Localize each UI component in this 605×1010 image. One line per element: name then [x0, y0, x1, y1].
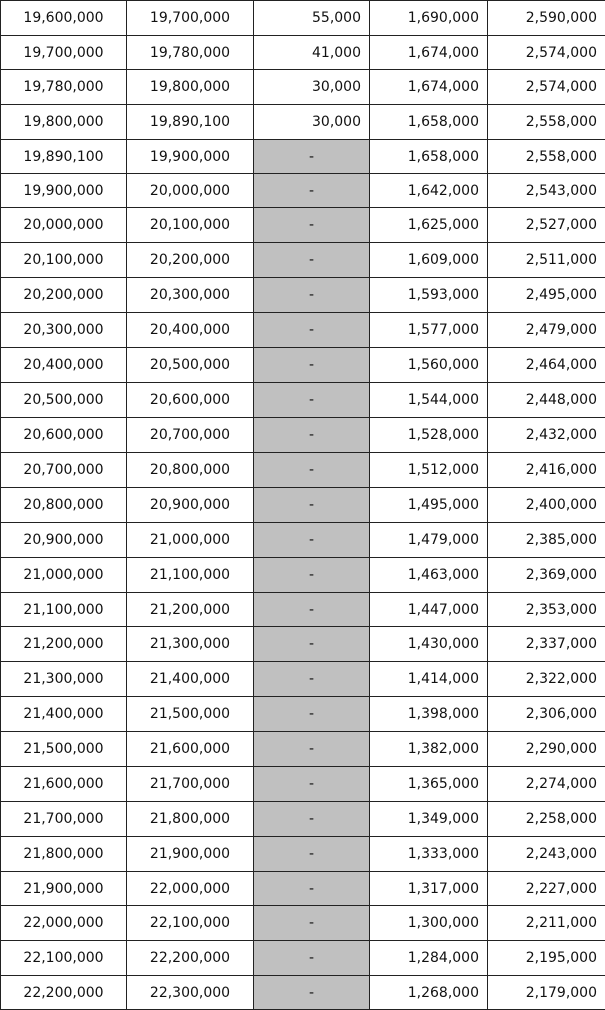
table-row [1, 36, 605, 70]
cell-range-to: 19,800,000 [127, 70, 254, 105]
cell-amount-col4: 1,512,000 [370, 453, 488, 488]
cell-range-from: 22,200,000 [1, 976, 127, 1010]
cell-amount-col5: 2,179,000 [488, 976, 605, 1010]
table-row [1, 313, 605, 348]
cell-amount-col4: 1,658,000 [370, 105, 488, 140]
cell-amount-col5: 2,385,000 [488, 523, 605, 558]
cell-range-to: 21,300,000 [127, 627, 254, 662]
table-row [1, 767, 605, 802]
cell-range-from: 21,100,000 [1, 593, 127, 627]
cell-range-from: 20,000,000 [1, 208, 127, 243]
table-row [1, 243, 605, 278]
table-row [1, 70, 605, 105]
cell-amount-col3: - [254, 453, 370, 488]
cell-amount-col3: - [254, 174, 370, 208]
cell-amount-col5: 2,479,000 [488, 313, 605, 348]
cell-range-to: 20,400,000 [127, 313, 254, 348]
cell-amount-col3: 55,000 [254, 1, 370, 36]
cell-range-from: 21,000,000 [1, 558, 127, 593]
cell-range-to: 19,780,000 [127, 36, 254, 70]
cell-amount-col4: 1,560,000 [370, 348, 488, 383]
cell-amount-col3: - [254, 383, 370, 418]
cell-range-from: 19,890,100 [1, 140, 127, 174]
cell-amount-col4: 1,658,000 [370, 140, 488, 174]
cell-amount-col3: - [254, 976, 370, 1010]
cell-amount-col3: - [254, 418, 370, 453]
cell-range-to: 20,800,000 [127, 453, 254, 488]
cell-amount-col3: - [254, 140, 370, 174]
cell-range-from: 20,200,000 [1, 278, 127, 313]
cell-range-from: 22,000,000 [1, 906, 127, 941]
cell-amount-col5: 2,574,000 [488, 70, 605, 105]
table-row [1, 418, 605, 453]
cell-amount-col3: - [254, 593, 370, 627]
table-row [1, 558, 605, 593]
cell-amount-col5: 2,464,000 [488, 348, 605, 383]
cell-range-to: 19,700,000 [127, 1, 254, 36]
cell-amount-col3: - [254, 767, 370, 802]
cell-amount-col5: 2,195,000 [488, 941, 605, 976]
cell-range-to: 20,300,000 [127, 278, 254, 313]
cell-amount-col5: 2,574,000 [488, 36, 605, 70]
cell-amount-col3: - [254, 313, 370, 348]
table-body [1, 1, 605, 1010]
cell-amount-col3: - [254, 732, 370, 767]
cell-range-from: 19,700,000 [1, 36, 127, 70]
cell-amount-col5: 2,306,000 [488, 697, 605, 732]
cell-amount-col5: 2,558,000 [488, 105, 605, 140]
cell-range-from: 20,100,000 [1, 243, 127, 278]
cell-range-from: 21,700,000 [1, 802, 127, 837]
cell-amount-col4: 1,609,000 [370, 243, 488, 278]
table-row [1, 140, 605, 174]
cell-amount-col4: 1,674,000 [370, 36, 488, 70]
cell-amount-col4: 1,300,000 [370, 906, 488, 941]
cell-amount-col3: - [254, 802, 370, 837]
cell-range-from: 20,900,000 [1, 523, 127, 558]
cell-amount-col5: 2,432,000 [488, 418, 605, 453]
cell-range-from: 20,400,000 [1, 348, 127, 383]
cell-range-from: 19,780,000 [1, 70, 127, 105]
cell-amount-col5: 2,527,000 [488, 208, 605, 243]
cell-amount-col3: - [254, 558, 370, 593]
table-row [1, 627, 605, 662]
cell-amount-col5: 2,590,000 [488, 1, 605, 36]
cell-range-to: 21,500,000 [127, 697, 254, 732]
cell-range-to: 21,600,000 [127, 732, 254, 767]
cell-amount-col4: 1,382,000 [370, 732, 488, 767]
cell-range-from: 20,700,000 [1, 453, 127, 488]
table-row [1, 278, 605, 313]
cell-range-from: 21,900,000 [1, 872, 127, 906]
table-row [1, 453, 605, 488]
cell-amount-col4: 1,593,000 [370, 278, 488, 313]
cell-amount-col5: 2,448,000 [488, 383, 605, 418]
cell-range-to: 21,400,000 [127, 662, 254, 697]
cell-amount-col4: 1,398,000 [370, 697, 488, 732]
table-row [1, 802, 605, 837]
cell-amount-col5: 2,290,000 [488, 732, 605, 767]
cell-amount-col5: 2,369,000 [488, 558, 605, 593]
cell-amount-col3: - [254, 662, 370, 697]
cell-amount-col4: 1,544,000 [370, 383, 488, 418]
cell-range-to: 20,900,000 [127, 488, 254, 523]
table-row [1, 174, 605, 208]
cell-amount-col5: 2,543,000 [488, 174, 605, 208]
cell-range-to: 22,100,000 [127, 906, 254, 941]
cell-amount-col3: - [254, 488, 370, 523]
cell-amount-col4: 1,365,000 [370, 767, 488, 802]
cell-range-to: 20,700,000 [127, 418, 254, 453]
cell-range-to: 21,700,000 [127, 767, 254, 802]
table-row [1, 105, 605, 140]
cell-range-from: 20,600,000 [1, 418, 127, 453]
cell-range-to: 22,300,000 [127, 976, 254, 1010]
cell-amount-col3: - [254, 941, 370, 976]
cell-amount-col4: 1,268,000 [370, 976, 488, 1010]
cell-amount-col4: 1,447,000 [370, 593, 488, 627]
table-row [1, 348, 605, 383]
table-row [1, 732, 605, 767]
cell-amount-col5: 2,353,000 [488, 593, 605, 627]
table-row [1, 1, 605, 36]
cell-amount-col5: 2,495,000 [488, 278, 605, 313]
cell-amount-col4: 1,414,000 [370, 662, 488, 697]
cell-amount-col4: 1,463,000 [370, 558, 488, 593]
cell-range-from: 21,200,000 [1, 627, 127, 662]
cell-amount-col4: 1,317,000 [370, 872, 488, 906]
cell-range-to: 21,900,000 [127, 837, 254, 872]
cell-amount-col3: 30,000 [254, 105, 370, 140]
table-row [1, 208, 605, 243]
cell-range-from: 19,900,000 [1, 174, 127, 208]
cell-amount-col3: - [254, 278, 370, 313]
cell-range-from: 20,800,000 [1, 488, 127, 523]
cell-range-to: 21,800,000 [127, 802, 254, 837]
cell-amount-col5: 2,322,000 [488, 662, 605, 697]
cell-amount-col5: 2,243,000 [488, 837, 605, 872]
cell-range-from: 21,800,000 [1, 837, 127, 872]
cell-range-from: 19,800,000 [1, 105, 127, 140]
cell-amount-col4: 1,577,000 [370, 313, 488, 348]
table-row [1, 976, 605, 1010]
cell-range-to: 20,600,000 [127, 383, 254, 418]
cell-amount-col5: 2,400,000 [488, 488, 605, 523]
cell-amount-col5: 2,416,000 [488, 453, 605, 488]
cell-amount-col5: 2,337,000 [488, 627, 605, 662]
cell-range-to: 22,000,000 [127, 872, 254, 906]
table-row [1, 488, 605, 523]
cell-range-from: 19,600,000 [1, 1, 127, 36]
cell-range-to: 19,900,000 [127, 140, 254, 174]
cell-amount-col3: - [254, 523, 370, 558]
cell-range-from: 21,300,000 [1, 662, 127, 697]
cell-amount-col3: - [254, 627, 370, 662]
cell-range-from: 21,500,000 [1, 732, 127, 767]
cell-amount-col4: 1,284,000 [370, 941, 488, 976]
table-row [1, 383, 605, 418]
cell-amount-col5: 2,227,000 [488, 872, 605, 906]
table-row [1, 523, 605, 558]
cell-amount-col4: 1,333,000 [370, 837, 488, 872]
cell-amount-col4: 1,690,000 [370, 1, 488, 36]
table-row [1, 941, 605, 976]
cell-range-to: 21,100,000 [127, 558, 254, 593]
cell-amount-col5: 2,211,000 [488, 906, 605, 941]
cell-amount-col4: 1,430,000 [370, 627, 488, 662]
table-row [1, 697, 605, 732]
cell-amount-col5: 2,258,000 [488, 802, 605, 837]
table-row [1, 662, 605, 697]
cell-range-to: 20,000,000 [127, 174, 254, 208]
cell-amount-col3: - [254, 243, 370, 278]
cell-range-to: 19,890,100 [127, 105, 254, 140]
cell-range-from: 20,500,000 [1, 383, 127, 418]
table-row [1, 837, 605, 872]
cell-amount-col4: 1,528,000 [370, 418, 488, 453]
cell-range-from: 21,400,000 [1, 697, 127, 732]
cell-amount-col4: 1,642,000 [370, 174, 488, 208]
cell-amount-col4: 1,349,000 [370, 802, 488, 837]
cell-range-to: 20,200,000 [127, 243, 254, 278]
cell-range-to: 21,200,000 [127, 593, 254, 627]
cell-amount-col5: 2,558,000 [488, 140, 605, 174]
cell-amount-col3: 41,000 [254, 36, 370, 70]
cell-amount-col4: 1,495,000 [370, 488, 488, 523]
cell-amount-col5: 2,274,000 [488, 767, 605, 802]
cell-amount-col3: - [254, 348, 370, 383]
cell-range-to: 21,000,000 [127, 523, 254, 558]
cell-amount-col4: 1,674,000 [370, 70, 488, 105]
cell-amount-col3: - [254, 872, 370, 906]
table-row [1, 872, 605, 906]
cell-range-from: 22,100,000 [1, 941, 127, 976]
cell-amount-col3: 30,000 [254, 70, 370, 105]
cell-amount-col4: 1,625,000 [370, 208, 488, 243]
cell-range-from: 20,300,000 [1, 313, 127, 348]
table-row [1, 906, 605, 941]
table-row [1, 593, 605, 627]
cell-amount-col3: - [254, 837, 370, 872]
cell-range-from: 21,600,000 [1, 767, 127, 802]
cell-amount-col3: - [254, 208, 370, 243]
cell-amount-col3: - [254, 697, 370, 732]
cell-range-to: 22,200,000 [127, 941, 254, 976]
cell-range-to: 20,100,000 [127, 208, 254, 243]
cell-amount-col4: 1,479,000 [370, 523, 488, 558]
cell-amount-col3: - [254, 906, 370, 941]
cell-amount-col5: 2,511,000 [488, 243, 605, 278]
cell-range-to: 20,500,000 [127, 348, 254, 383]
